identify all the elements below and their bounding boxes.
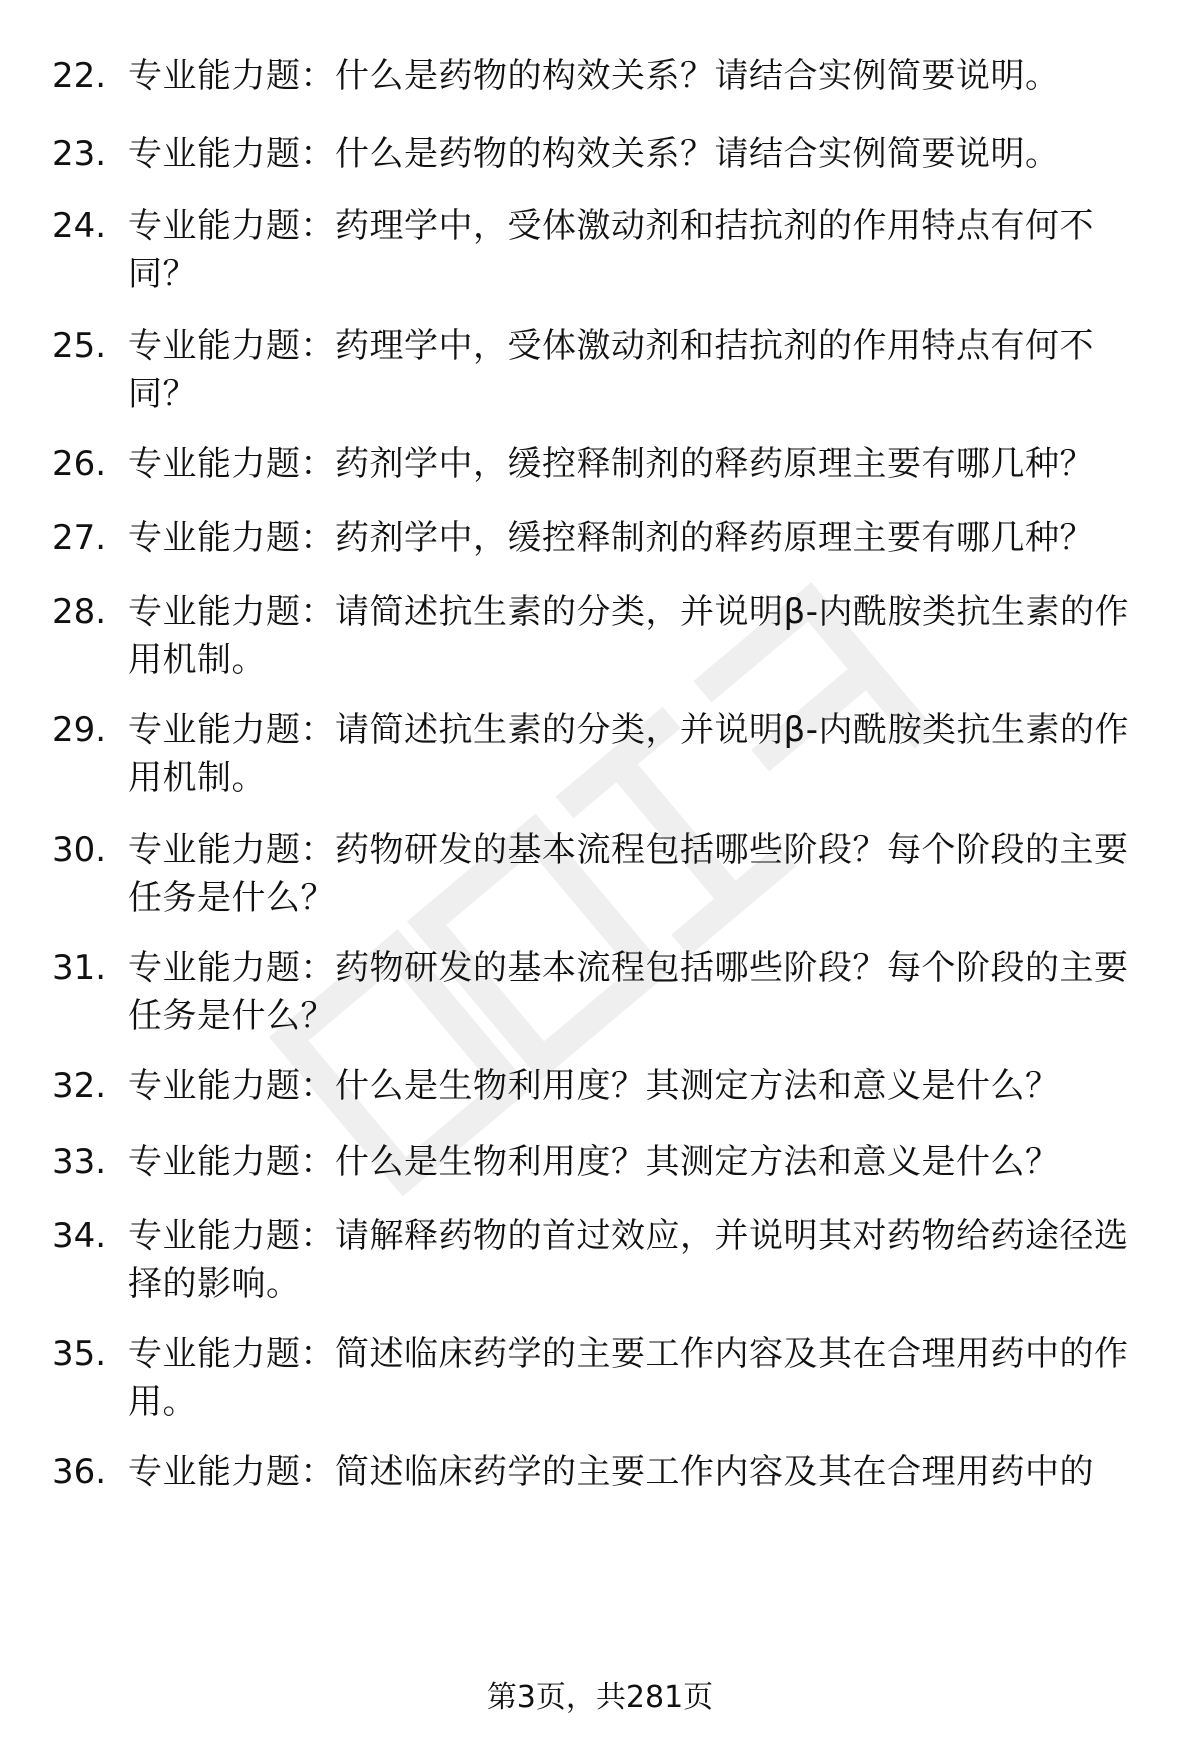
question-text: 专业能力题：药理学中，受体激动剂和拮抗剂的作用特点有何不同？ — [128, 206, 1094, 294]
question-text: 专业能力题：什么是药物的构效关系？请结合实例简要说明。 — [128, 134, 1060, 174]
question-text: 专业能力题：什么是生物利用度？其测定方法和意义是什么？ — [128, 1066, 1060, 1106]
question-number: 22. — [52, 56, 107, 96]
question-number: 26. — [52, 444, 107, 484]
question-text: 专业能力题：请解释药物的首过效应，并说明其对药物给药途径选择的影响。 — [128, 1216, 1129, 1304]
question-number: 34. — [52, 1216, 107, 1256]
question-text: 专业能力题：药物研发的基本流程包括哪些阶段？每个阶段的主要任务是什么？ — [128, 948, 1129, 1036]
question-text: 专业能力题：药物研发的基本流程包括哪些阶段？每个阶段的主要任务是什么？ — [128, 830, 1129, 918]
question-text: 专业能力题：请简述抗生素的分类，并说明β-内酰胺类抗生素的作用机制。 — [128, 592, 1129, 680]
question-number: 24. — [52, 206, 107, 246]
question-text: 专业能力题：药理学中，受体激动剂和拮抗剂的作用特点有何不同？ — [128, 326, 1094, 414]
question-number: 28. — [52, 592, 107, 632]
question-number: 31. — [52, 948, 107, 988]
question-text: 专业能力题：药剂学中，缓控释制剂的释药原理主要有哪几种？ — [128, 444, 1094, 484]
question-number: 25. — [52, 326, 107, 366]
question-text: 专业能力题：简述临床药学的主要工作内容及其在合理用药中的作用。 — [128, 1334, 1129, 1422]
question-number: 27. — [52, 518, 107, 558]
question-number: 29. — [52, 710, 107, 750]
question-number: 32. — [52, 1066, 107, 1106]
question-text: 专业能力题：药剂学中，缓控释制剂的释药原理主要有哪几种？ — [128, 518, 1094, 558]
question-number: 23. — [52, 134, 107, 174]
question-text: 专业能力题：简述临床药学的主要工作内容及其在合理用药中的 — [128, 1452, 1094, 1492]
question-number: 35. — [52, 1334, 107, 1374]
question-number: 30. — [52, 830, 107, 870]
question-number: 33. — [52, 1142, 107, 1182]
page-footer: 第3页，共281页 — [486, 1680, 714, 1715]
question-text: 专业能力题：请简述抗生素的分类，并说明β-内酰胺类抗生素的作用机制。 — [128, 710, 1129, 798]
question-text: 专业能力题：什么是药物的构效关系？请结合实例简要说明。 — [128, 56, 1060, 96]
question-number: 36. — [52, 1452, 107, 1492]
question-text: 专业能力题：什么是生物利用度？其测定方法和意义是什么？ — [128, 1142, 1060, 1182]
